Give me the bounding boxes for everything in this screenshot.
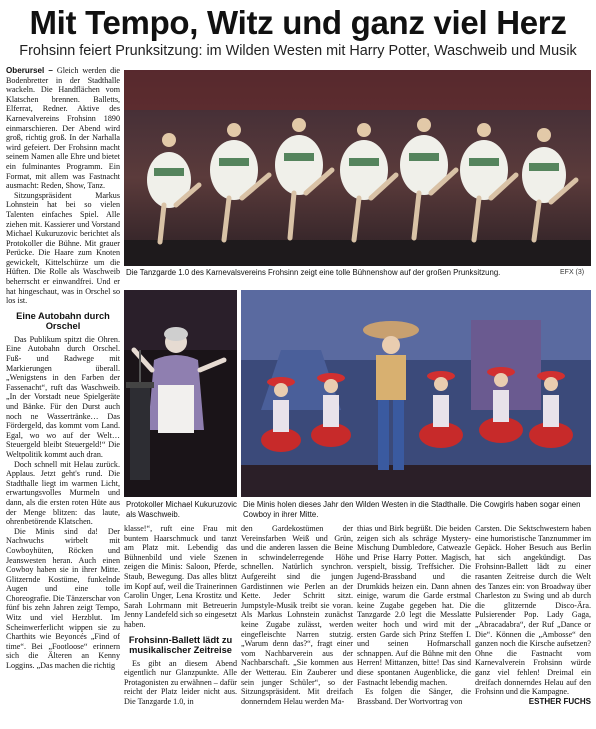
paragraph [6,66,120,191]
paragraph: Sitzungspräsident Markus Lohnstein hat bei so vielen Talenten einfaches Spiel. Alle ziehen mit. Kassierer und Vorstand Michael Kukuruzovic berichtet als Protokoller die Bühne. Mit grauer Perücke. Die Haare zum Knoten gewickelt, Kittelschürze um die Hüften. Die Rolle als Waschweib beherrscht er einwandfrei. Und er hat hingeschaut, was in Orschel so los ist. [6,190,120,306]
photo-caption-top: Die Tanzgarde 1.0 des Karnevalsvereins Frohsinn zeigt eine tolle Bühnenshow auf der großen Prunksitzung. [126,268,501,277]
headline: Mit Tempo, Witz und ganz viel Herz [29,4,567,41]
article-column-5 [475,524,591,724]
dancers-illustration [124,70,591,266]
author-byline: ESTHER FUCHS [528,696,591,706]
section-heading: Eine Autobahn durch Orschel [16,310,110,332]
paragraph: Carsten. Die Sektschwestern haben eine humoristische Tanznummer im Gepäck. Hoher Besuch aus Berlin hat sich angekündigt. Das Frohsinn-Ballett lädt zu einer rasanten Zeitreise durch die Welt des Tanzes ein: von Broadway über Charleston zu Swing und ab durch die glitzernde Disco-Ära. Pulsierender Pop. Lady Gaga, „Abracadabra“, der Ruf „Dance or Die“. Können die „Ambosse“ den ganzen noch die Kirsche aufsetzen? Ohne die Fastnacht vom Karnevalverein Frohsinn würde ganz viel fehlen! Dreimal ein dreifach donnerndes Helau auf den Frohsinn und die Kampagne. [475,524,591,697]
paragraph: Es gibt an diesem Abend eigentlich nur Glanzpunkte. Alle Protagonisten zu erwähnen – dafür reicht der Platz leider nicht aus. Die Tanzgarde 1.0, in [124,658,237,706]
paragraph: thias und Birk begrüßt. Die beiden zeigen sich als schräge Mystery-Mischung Dumbledore, Catweazle und Prise Harry Potter. Magisch, verspielt, bissig. Treffsicher. Die Jugend-Brassband und die Drumkids heizen ein. Dann ahnen einige, warum die Garde erstmal keine Zugabe gegeben hat. Die Tanzgarde 2.0 legt die Messlatte weiter hoch und wird mit der ersten Garde sich Prinz Steffen I. und seinen Hofmarschall schnappen. Auf die Bühne mit den Herren! Mittanzen, bitte! Das sind diese spontanen Augenblicke, die Fastnacht lebendig machen. [357,524,471,687]
photo-credit: EFX (3) [560,269,585,276]
speaker-illustration [124,290,237,497]
paragraph-text: Gleich werden die Bodenbretter in der Stadthalle wackeln. Die Handflächen vom Klatschen brennen. Balletts, Elferrat, Redner. Aktive des Karnevalvereins Frohsinn 1890 einmarschieren. Der Abend wird groß, richtig groß. In der Narhalla wird gefeiert. Der Frohsinn macht seinem Namen alle Ehre und bietet ein fulminantes Programm. Ein Format, mit allem was Fastnacht ausmacht: Reden, Show, Tanz. [6,66,120,191]
article-column-3 [241,524,353,724]
photo-waschweib [124,290,237,497]
photo-minis [241,290,591,497]
dateline: Oberursel – [6,66,53,75]
paragraph: klasse!“, ruft eine Frau mit buntem Haarschmuck und tanzt am Platz mit. Lebendig das Bühnenbild und viele Szenen zeigen die Minis: Saloon, Pferde, Staub, Bewegung. Das alles blitzt im Kopf auf, weil die Trainerinnen Carolin Unger, Lena Krostitz und Sarah Lohrmann mit Betreuerin Jenny Landefeld sich so eingesetzt haben. [124,524,237,629]
photo-caption-left: Protokoller Michael Kukuruzovic als Waschweib. [126,500,237,519]
paragraph: den Gardekostümen der Vereinsfarben Weiß und Grün, und die anderen lassen die Beine in schwindelerregende Höhe schnellen. Natürlich synchron. Aufgereiht sind die jungen Gardistinnen wie Perlen an der Kette. Jeder Schritt sitzt. Jumpstyle-Musik treibt sie voran. Als Markus Lohnstein zunächst keine Zugabe zulässt, werden eingefleischte Narren stutzig. „Warum denn das?“, fragt einer vom Nachbarverein aus der Nachbarschaft. „Sie kommen aus der Wetterau. Ein Zauberer und sein junger Schüler“, so der Sitzungspräsident. Mit dreifach donnerndem Helau werden Ma- [241,524,353,706]
photo-caption-right: Die Minis holen dieses Jahr den Wilden Westen in die Stadthalle. Die Cowgirls haben sogar einen Cowboy in ihrer Mitte. [243,500,581,519]
article-column-2 [124,524,237,724]
subheadline: Frohsinn feiert Prunksitzung: im Wilden Westen mit Harry Potter, Waschweib und Musik [19,43,577,59]
paragraph: Es folgen die Sänger, die Brassband. Der Wortvortrag von [357,687,471,706]
paragraph: Doch schnell mit Helau zurück. Applaus. Jetzt geht's rund. Die Stadthalle liegt im warmen Licht, erwartungsvolles Murmeln und dann, als die ersten roten Hüte aus der Menge blitzen: das laute, ohrenbetörende Klatschen. [6,459,120,527]
photo-tanzgarde [124,70,591,266]
article-column-4 [357,524,471,724]
section-heading: Frohsinn-Ballett lädt zu musikalischer Zeitreise [128,634,233,656]
article-column-1 [6,66,120,686]
paragraph: Die Minis sind da! Der Nachwuchs wirbelt mit Cowboyhüten, Röcken und Jeanswesten heran. Auch einen Cowboy haben sie in ihrer Mitte. Glitzernde Kostüme, funkelnde Augen und eine tolle Choreografie. Die Tänzerschar von fünf bis zehn Jahren zeigt Tempo, Witz und viel Herzblut. Im Scheinwerferlicht wippen sie zu Charthits wie Beyoncés „Find of time“. Bei „Footloose“ erinnern sich die Älteren an Kenny Loggins. „Das machen die richtig [6,526,121,671]
cowgirls-illustration [241,290,591,497]
paragraph: Das Publikum spitzt die Ohren. Eine Autobahn durch Orschel. Fuß- und Radwege mit Markierungen überall. „Wenigstens in den Farben der Fassenacht“, ruft das Waschweib. „In der Vorstadt neue Spielgeräte und Bänke. Für den Durst auch noch ne Wassertränke… Das Fördergeld, das kommt vom Land. Egal, wo wo auf der Welt… Steuergeld bleibt Steuergeld!“ Die Weltpolitik kommt auch dran. [6,334,120,459]
